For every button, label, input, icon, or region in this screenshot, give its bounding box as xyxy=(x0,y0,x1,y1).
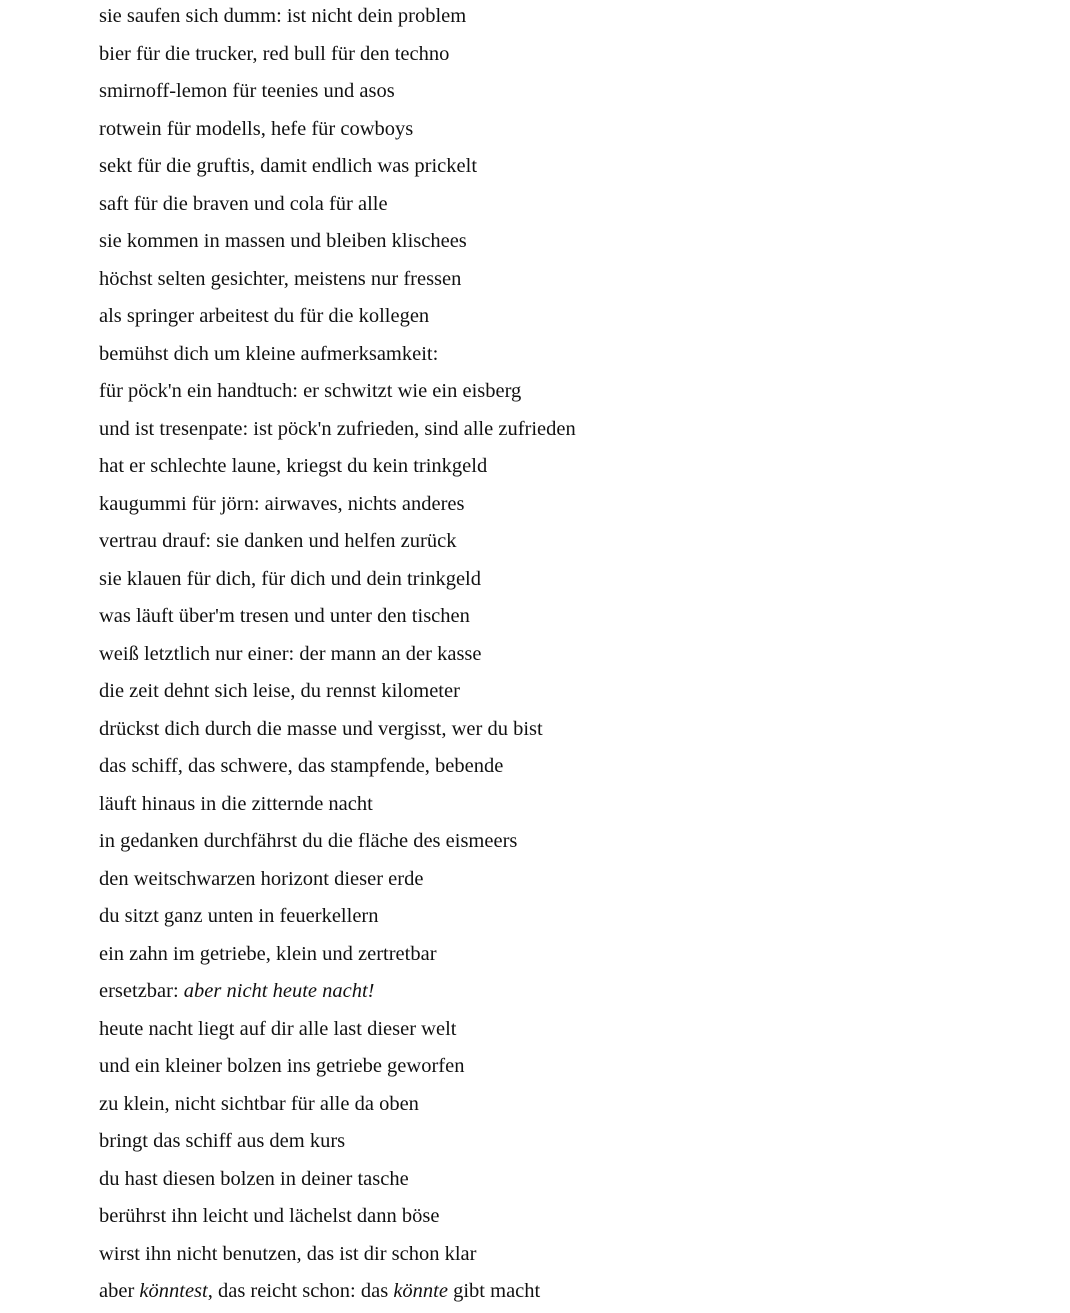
poem-segment: als springer arbeitest du für die kollegen xyxy=(99,305,430,327)
poem-text xyxy=(99,0,999,1313)
poem-line xyxy=(99,75,999,113)
poem-segment: smirnoff-lemon für teenies und asos xyxy=(99,80,395,102)
poem-segment: den weitschwarzen horizont dieser erde xyxy=(99,867,424,890)
poem-line xyxy=(99,938,999,976)
poem-segment: du hast diesen bolzen in deiner tasche xyxy=(99,1167,409,1190)
poem-segment: , das reicht schon: das xyxy=(207,1280,394,1302)
poem-segment: weiß letztlich nur einer: der mann an der kasse xyxy=(99,642,482,665)
poem-line xyxy=(99,975,999,1013)
poem-line xyxy=(99,825,999,863)
poem-line xyxy=(99,563,999,601)
poem-line xyxy=(99,413,999,451)
poem-line xyxy=(99,263,999,301)
poem-segment: bemühst dich um kleine aufmerksamkeit: xyxy=(99,342,439,365)
poem-line xyxy=(99,788,999,826)
poem-emphasis: könnte xyxy=(393,1280,448,1302)
poem-segment: sekt für die gruftis, damit endlich was prickelt xyxy=(99,155,478,177)
poem-segment: ersetzbar: xyxy=(99,980,184,1002)
poem-segment: zu klein, nicht sichtbar für alle da oben xyxy=(99,1092,419,1115)
poem-segment: saft für die braven und cola für alle xyxy=(99,192,388,215)
poem-line xyxy=(99,525,999,563)
poem-line xyxy=(99,488,999,526)
poem-segment: die zeit dehnt sich leise, du rennst kilometer xyxy=(99,680,460,702)
poem-segment: sie kommen in massen und bleiben klischees xyxy=(99,230,467,252)
poem-segment: wirst ihn nicht benutzen, das ist dir schon klar xyxy=(99,1242,477,1265)
poem-line xyxy=(99,750,999,788)
poem-line xyxy=(99,1238,999,1276)
poem-line xyxy=(99,600,999,638)
poem-line xyxy=(99,450,999,488)
poem-line xyxy=(99,113,999,151)
poem-segment: gibt macht xyxy=(447,1280,541,1302)
poem-line xyxy=(99,900,999,938)
poem-line xyxy=(99,300,999,338)
poem-line xyxy=(99,38,999,76)
poem-segment: und ist tresenpate: ist pöck'n zufrieden, sind alle zufrieden xyxy=(99,417,576,440)
poem-line xyxy=(99,713,999,751)
poem-segment: kaugummi für jörn: airwaves, nichts anderes xyxy=(99,492,465,515)
poem-segment: bier für die trucker, red bull für den techno xyxy=(99,42,450,65)
poem-segment: läuft hinaus in die zitternde nacht xyxy=(99,792,373,815)
poem-line xyxy=(99,1163,999,1201)
poem-segment: sie klauen für dich, für dich und dein trinkgeld xyxy=(99,567,481,590)
poem-segment: ein zahn im getriebe, klein und zertretbar xyxy=(99,942,437,965)
poem-segment: sie saufen sich dumm: ist nicht dein problem xyxy=(99,5,467,27)
poem-line xyxy=(99,225,999,263)
poem-segment: das schiff, das schwere, das stampfende, bebende xyxy=(99,755,504,777)
poem-line xyxy=(99,1050,999,1088)
poem-segment: bringt das schiff aus dem kurs xyxy=(99,1130,346,1152)
poem-segment: heute nacht liegt auf dir alle last dieser welt xyxy=(99,1017,457,1040)
poem-line xyxy=(99,863,999,901)
poem-segment: drückst dich durch die masse und vergisst, wer du bist xyxy=(99,717,543,740)
poem-emphasis: könntest xyxy=(139,1280,208,1302)
poem-segment: aber xyxy=(99,1280,140,1302)
poem-segment: rotwein für modells, hefe für cowboys xyxy=(99,117,414,140)
poem-segment: für pöck'n ein handtuch: er schwitzt wie ein eisberg xyxy=(99,380,522,402)
poem-segment: in gedanken durchfährst du die fläche des eismeers xyxy=(99,830,518,852)
poem-emphasis: aber nicht heute nacht! xyxy=(183,980,375,1002)
poem-line xyxy=(99,1200,999,1238)
poem-line xyxy=(99,1013,999,1051)
poem-segment: du sitzt ganz unten in feuerkellern xyxy=(99,905,379,927)
poem-line xyxy=(99,338,999,376)
poem-segment: höchst selten gesichter, meistens nur fressen xyxy=(99,267,462,290)
poem-segment: berührst ihn leicht und lächelst dann böse xyxy=(99,1205,440,1227)
poem-line xyxy=(99,188,999,226)
poem-line xyxy=(99,375,999,413)
poem-segment: hat er schlechte laune, kriegst du kein trinkgeld xyxy=(99,455,488,477)
poem-segment: und ein kleiner bolzen ins getriebe geworfen xyxy=(99,1055,465,1077)
poem-line xyxy=(99,675,999,713)
poem-line xyxy=(99,150,999,188)
poem-line xyxy=(99,1125,999,1163)
poem-line xyxy=(99,638,999,676)
poem-line xyxy=(99,1088,999,1126)
poem-segment: vertrau drauf: sie danken und helfen zurück xyxy=(99,530,457,552)
poem-line xyxy=(99,0,999,38)
poem-segment: was läuft über'm tresen und unter den tischen xyxy=(99,605,470,627)
